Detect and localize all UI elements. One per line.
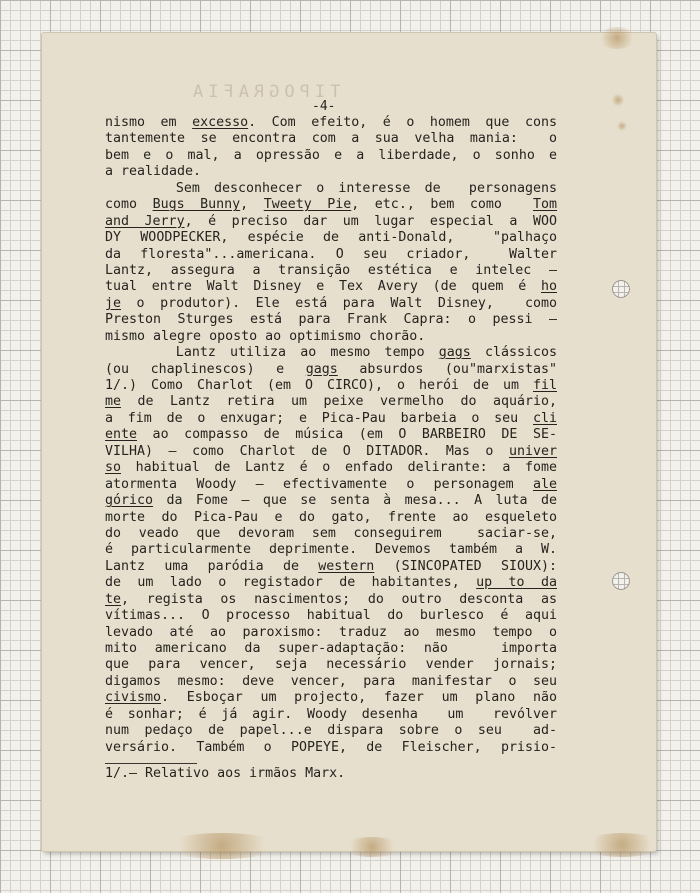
- text-segment: , é preciso dar um lugar especial a WOO: [184, 213, 557, 229]
- text-line: [105, 247, 557, 263]
- text-segment: absurdos (ou"marxistas": [337, 361, 557, 377]
- text-segment: DY WOODPECKER, espécie de anti-Donald, "palhaço: [105, 230, 557, 246]
- paper-stain: [612, 93, 624, 107]
- text-segment: de um lado o registador de habitantes,: [105, 575, 477, 591]
- underlined-text: ale: [532, 476, 557, 492]
- underlined-text: Tweety Pie: [263, 197, 352, 213]
- text-segment: VILHA) — como Charlot de O DITADOR. Mas o: [105, 443, 509, 459]
- text-line: [105, 608, 557, 624]
- text-line: [105, 164, 557, 180]
- underlined-text: Bugs Bunny: [152, 197, 241, 213]
- text-line: [105, 526, 557, 542]
- text-line: [105, 510, 557, 526]
- underlined-text: up to da: [476, 575, 557, 591]
- text-line: [105, 230, 557, 246]
- text-segment: nismo em: [105, 115, 193, 130]
- underlined-text: me: [105, 394, 122, 410]
- text-line: [105, 657, 557, 673]
- text-line: [105, 312, 557, 328]
- text-line: [105, 444, 557, 460]
- text-segment: a realidade.: [105, 164, 202, 180]
- underlined-text: gags: [438, 345, 471, 361]
- underlined-text: univer: [508, 443, 557, 459]
- text-line: [105, 707, 557, 723]
- text-segment: é particularmente deprimente. Devemos também a W.: [105, 542, 557, 558]
- text-line: [105, 427, 557, 443]
- text-line: [105, 460, 557, 476]
- text-segment: o produtor). Ele está para Walt Disney, como: [121, 295, 557, 311]
- text-segment: ,: [240, 197, 264, 213]
- text-line: [105, 148, 557, 164]
- text-segment: é sonhar; é já agir. Woody desenha um revólver: [105, 706, 557, 722]
- text-line: [105, 214, 557, 230]
- show-through-heading: TIPOGRAFIA: [188, 82, 341, 102]
- text-segment: versário. Também o POPEYE, de Fleischer, prisio-: [105, 739, 557, 755]
- text-segment: Preston Sturges está para Frank Capra: o pessi —: [105, 312, 557, 328]
- text-line: [105, 345, 557, 361]
- text-line: [105, 493, 557, 509]
- underlined-text: excesso: [192, 115, 249, 130]
- text-line: [105, 362, 557, 378]
- text-line: [105, 542, 557, 558]
- text-segment: (ou chaplinescos) e: [105, 361, 306, 377]
- paper-stain: [582, 833, 662, 857]
- text-segment: habitual de Lantz é o enfado delirante: a fome: [121, 460, 557, 476]
- text-segment: digamos mesmo: deve vencer, para manifestar o seu: [105, 673, 557, 689]
- text-segment: Lantz, assegura a transição estética e intelec —: [105, 262, 557, 278]
- underlined-text: ho: [540, 279, 557, 295]
- paper-stain: [162, 833, 282, 859]
- text-line: [105, 296, 557, 312]
- underlined-text: je: [105, 295, 122, 311]
- underlined-text: so: [105, 460, 122, 476]
- underlined-text: te: [105, 591, 122, 607]
- text-segment: 1/.) Como Charlot (em O CIRCO), o herói de um: [105, 378, 533, 393]
- text-segment: tual entre Walt Disney e Tex Avery (de quem é: [105, 279, 541, 295]
- text-segment: ao compasso de música (em O BARBEIRO DE SE-: [137, 427, 557, 443]
- underlined-text: ente: [105, 427, 138, 443]
- text-segment: , etc., bem como: [351, 197, 533, 213]
- text-line: [105, 592, 557, 608]
- punch-hole: [612, 572, 630, 590]
- text-line: [105, 740, 557, 756]
- underlined-text: górico: [105, 493, 154, 509]
- underlined-text: western: [318, 558, 375, 574]
- text-segment: (SINCOPATED SIOUX):: [374, 558, 557, 574]
- text-segment: do veado que devoram sem conseguirem saciar-se,: [105, 525, 557, 541]
- text-line: [105, 181, 557, 197]
- underlined-text: cli: [532, 410, 557, 426]
- underlined-text: civismo: [105, 690, 162, 706]
- text-line: [105, 559, 557, 575]
- text-segment: clássicos: [470, 345, 557, 361]
- footnote: 1/.— Relativo aos irmãos Marx.: [105, 766, 346, 781]
- text-segment: morte do Pica-Pau e do gato, frente ao esqueleto: [105, 509, 557, 525]
- text-line: [105, 131, 557, 147]
- text-segment: da Fome — que se senta à mesa... A luta de: [153, 493, 557, 509]
- text-segment: , regista os nascimentos; do outro desconta as: [121, 591, 557, 607]
- text-segment: da floresta"...americana. O seu criador, Walter: [105, 246, 557, 262]
- text-segment: . Com efeito, é o homem que cons: [248, 115, 557, 130]
- text-segment: Lantz uma paródia de: [105, 558, 319, 574]
- text-segment: que para vencer, seja necessário vender jornais;: [105, 657, 557, 673]
- text-segment: de Lantz retira um peixe vermelho do aquário,: [121, 394, 557, 410]
- text-line: [105, 115, 557, 131]
- text-segment: mito americano da super-adaptação: não importa: [105, 641, 557, 656]
- text-line: [105, 477, 557, 493]
- underlined-text: Tom: [532, 197, 557, 213]
- text-line: [105, 394, 557, 410]
- text-segment: tantemente se encontra com a sua velha mania: o: [105, 131, 557, 147]
- underlined-text: fil: [532, 378, 557, 393]
- text-line: [105, 411, 557, 427]
- paper-stain: [597, 27, 637, 49]
- text-line: [105, 279, 557, 295]
- text-line: [105, 329, 557, 345]
- paper-stain: [617, 121, 627, 131]
- text-segment: vítimas... O processo habitual do burlesco é aqui: [105, 608, 557, 624]
- text-line: [105, 378, 557, 394]
- text-segment: atormenta Woody — efectivamente o personagem: [105, 476, 533, 492]
- text-segment: num pedaço de papel...e dispara sobre o seu ad-: [105, 723, 557, 739]
- text-segment: como: [105, 197, 153, 213]
- text-line: [105, 723, 557, 739]
- text-line: [105, 641, 557, 657]
- punch-hole: [612, 280, 630, 298]
- text-segment: Lantz utiliza ao mesmo tempo: [105, 345, 439, 361]
- body-text: [105, 115, 557, 756]
- underlined-text: and Jerry: [105, 213, 185, 229]
- text-segment: mismo alegre oposto ao optimismo chorão.: [105, 328, 426, 344]
- text-segment: . Esboçar um projecto, fazer um plano não: [161, 690, 557, 706]
- text-segment: levado até ao paroxismo: traduz ao mesmo tempo o: [105, 624, 557, 640]
- page-number: -4-: [312, 99, 336, 114]
- text-line: [105, 197, 557, 213]
- text-segment: bem e o mal, a opressão e a liberdade, o sonho e: [105, 147, 557, 163]
- text-line: [105, 625, 557, 641]
- footnote-rule: [105, 763, 197, 764]
- underlined-text: gags: [305, 361, 338, 377]
- text-segment: a fim de o enxugar; e Pica-Pau barbeia o seu: [105, 410, 533, 426]
- text-line: [105, 674, 557, 690]
- text-line: [105, 690, 557, 706]
- text-line: [105, 575, 557, 591]
- text-line: [105, 263, 557, 279]
- paper-stain: [342, 837, 402, 857]
- text-segment: Sem desconhecer o interesse de personagens: [105, 180, 557, 196]
